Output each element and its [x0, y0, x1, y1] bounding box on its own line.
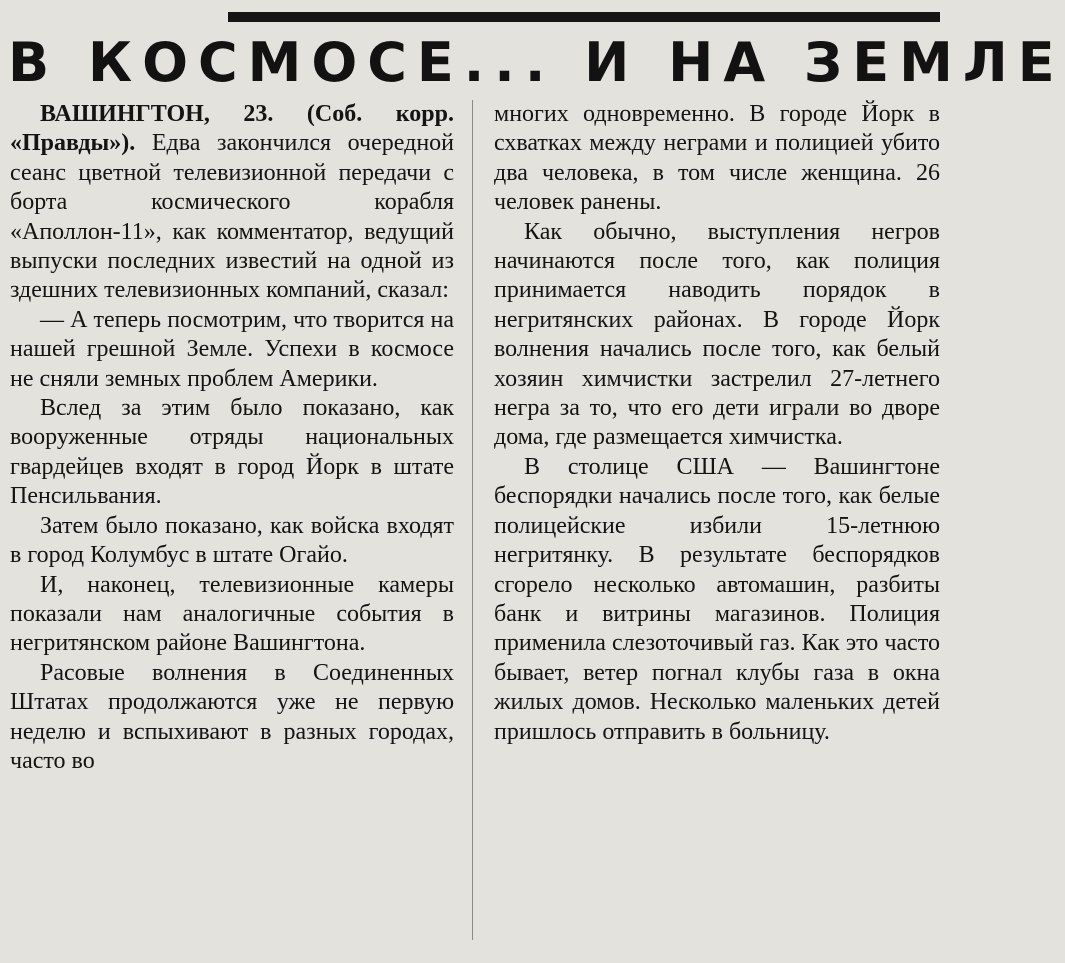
- article-paragraph: И, наконец, телевизионные камеры показали нам аналогичные события в негритянском районе Вашингтона.: [10, 571, 454, 657]
- headline: В КОСМОСЕ... И НА ЗЕМЛЕ: [8, 31, 1065, 94]
- top-rule: [228, 12, 940, 22]
- article-paragraph: [10, 100, 454, 306]
- article-paragraph: В столице США — Вашингтоне беспорядки начались после того, как белые полицейские избили 15-летнюю негритянку. В результате беспорядков сгорело несколько автомашин, разбиты банк и витрины магазинов. Полиция применила слезоточивый газ. Как это часто бывает, ветер погнал клубы газа в окна жилых домов. Несколько маленьких детей пришлось отправить в больницу.: [494, 453, 940, 745]
- article-paragraph: Затем было показано, как войска входят в город Колумбус в штате Огайо.: [10, 512, 454, 569]
- paragraph-text: Едва закончился очередной сеанс цветной телевизионной передачи с борта космического корабля «Аполлон-11», как комментатор, ведущий выпуски последних известий на одной из здешних телевизионных компаний, сказал:: [10, 130, 454, 304]
- article-paragraph: Вслед за этим было показано, как вооруженные отряды национальных гвардейцев входят в город Йорк в штате Пенсильвания.: [10, 395, 454, 510]
- article-left-column: [10, 100, 454, 776]
- article-right-column: [494, 100, 940, 747]
- article-paragraph: Расовые волнения в Соединенных Штатах продолжаются уже не первую неделю и вспыхивают в разных городах, часто во: [10, 659, 454, 774]
- article-paragraph: многих одновременно. В городе Йорк в схватках между неграми и полицией убито два человека, в том числе женщина. 26 человек ранены.: [494, 101, 940, 216]
- article-paragraph: Как обычно, выступления негров начинаются после того, как полиция принимается наводить порядок в негритянских районах. В городе Йорк волнения начались после того, как белый хозяин химчистки застрелил 27-летнего негра за то, что его дети играли во дворе дома, где размещается химчистка.: [494, 218, 940, 451]
- column-divider: [472, 100, 473, 940]
- article-paragraph: — А теперь посмотрим, что творится на нашей грешной Земле. Успехи в космосе не сняли земных проблем Америки.: [10, 306, 454, 392]
- dateline: ВАШИНГТОН, 23. (Соб. корр. «Правды»).: [10, 101, 454, 157]
